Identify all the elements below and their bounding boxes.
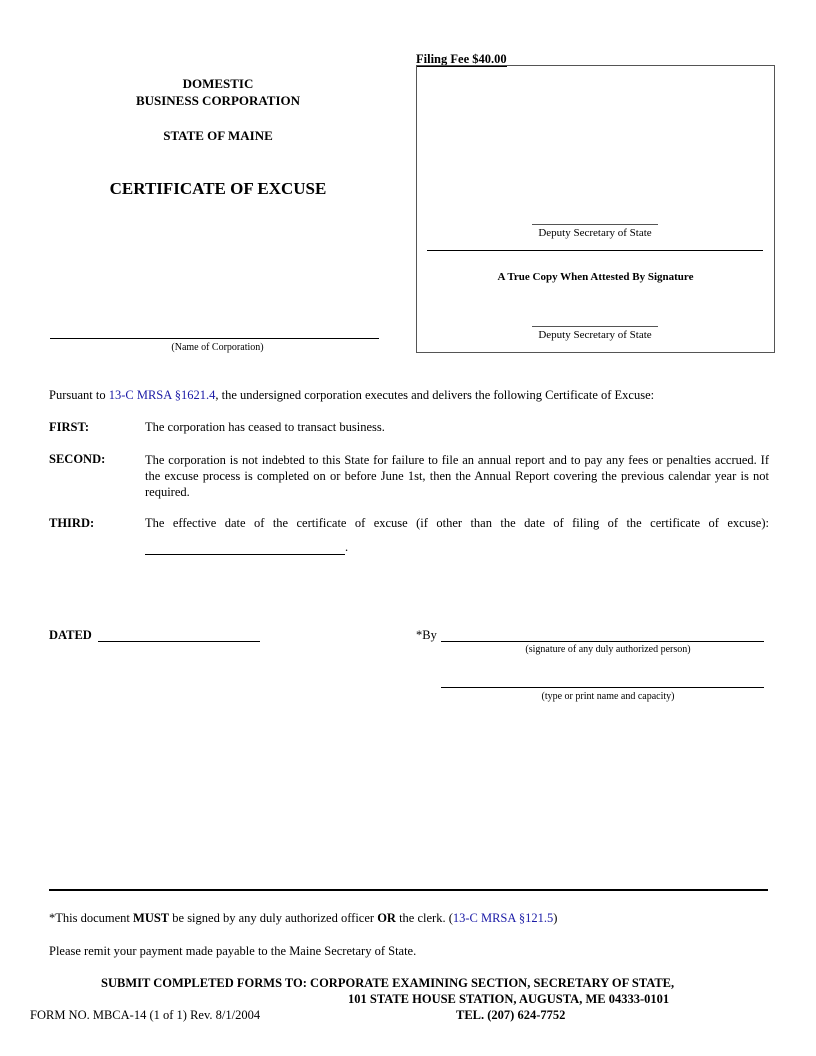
- signature-line[interactable]: [441, 641, 764, 642]
- print-name-caption: (type or print name and capacity): [541, 691, 675, 702]
- deputy-label-1: Deputy Secretary of State: [538, 227, 652, 239]
- second-text: The corporation is not indebted to this State for failure to file an annual report and to pay any fees or penalties accrued. If the excuse process is completed on or before June 1st, then the Annual Report covering the previous calendar year is not required.: [145, 453, 769, 499]
- second-label: SECOND:: [49, 452, 106, 466]
- submit-line-1: SUBMIT COMPLETED FORMS TO: CORPORATE EXAMINING SECTION, SECRETARY OF STATE,: [101, 976, 675, 990]
- filing-box-divider: [427, 250, 763, 251]
- intro-paragraph: Pursuant to 13-C MRSA §1621.4, the undersigned corporation executes and delivers the following Certificate of Excuse:: [49, 388, 655, 402]
- third-text: The effective date of the certificate of excuse (if other than the date of filing of the certificate of excuse):: [145, 516, 769, 530]
- deputy-signature-line-2: [532, 326, 658, 327]
- by-label: *By: [416, 628, 437, 642]
- corporation-name-caption: (Name of Corporation): [171, 342, 264, 353]
- form-number: FORM NO. MBCA-14 (1 of 1) Rev. 8/1/2004: [30, 1008, 261, 1022]
- telephone: TEL. (207) 624-7752: [456, 1008, 566, 1022]
- first-label: FIRST:: [49, 420, 90, 434]
- corporation-name-line[interactable]: [50, 338, 379, 339]
- true-copy-label: A True Copy When Attested By Signature: [497, 271, 694, 283]
- filing-box: [416, 65, 775, 353]
- header-state: STATE OF MAINE: [163, 128, 273, 143]
- citation-link-121[interactable]: 13-C MRSA §121.5: [452, 911, 554, 925]
- page-title: CERTIFICATE OF EXCUSE: [109, 179, 327, 198]
- deputy-label-2: Deputy Secretary of State: [538, 329, 652, 341]
- header-domestic: DOMESTIC: [182, 76, 254, 91]
- effective-date-line[interactable]: [145, 554, 345, 555]
- first-text: The corporation has ceased to transact business.: [145, 420, 385, 434]
- filing-fee: Filing Fee $40.00: [416, 52, 507, 66]
- citation-link-1621[interactable]: 13-C MRSA §1621.4: [108, 388, 216, 402]
- dated-line[interactable]: [98, 641, 260, 642]
- signature-caption: (signature of any duly authorized person): [525, 644, 691, 655]
- footer-rule: [49, 889, 768, 891]
- third-period: .: [345, 540, 349, 554]
- submit-line-2: 101 STATE HOUSE STATION, AUGUSTA, ME 04333-0101: [348, 992, 670, 1006]
- dated-label: DATED: [49, 628, 92, 642]
- third-label: THIRD:: [49, 516, 95, 530]
- remit-note: Please remit your payment made payable to the Maine Secretary of State.: [49, 944, 417, 958]
- header-business-corporation: BUSINESS CORPORATION: [135, 93, 301, 108]
- signing-note: *This document MUST be signed by any duly authorized officer OR the clerk. (13-C MRSA §121.5): [49, 911, 558, 925]
- print-name-line[interactable]: [441, 687, 764, 688]
- deputy-signature-line-1: [532, 224, 658, 225]
